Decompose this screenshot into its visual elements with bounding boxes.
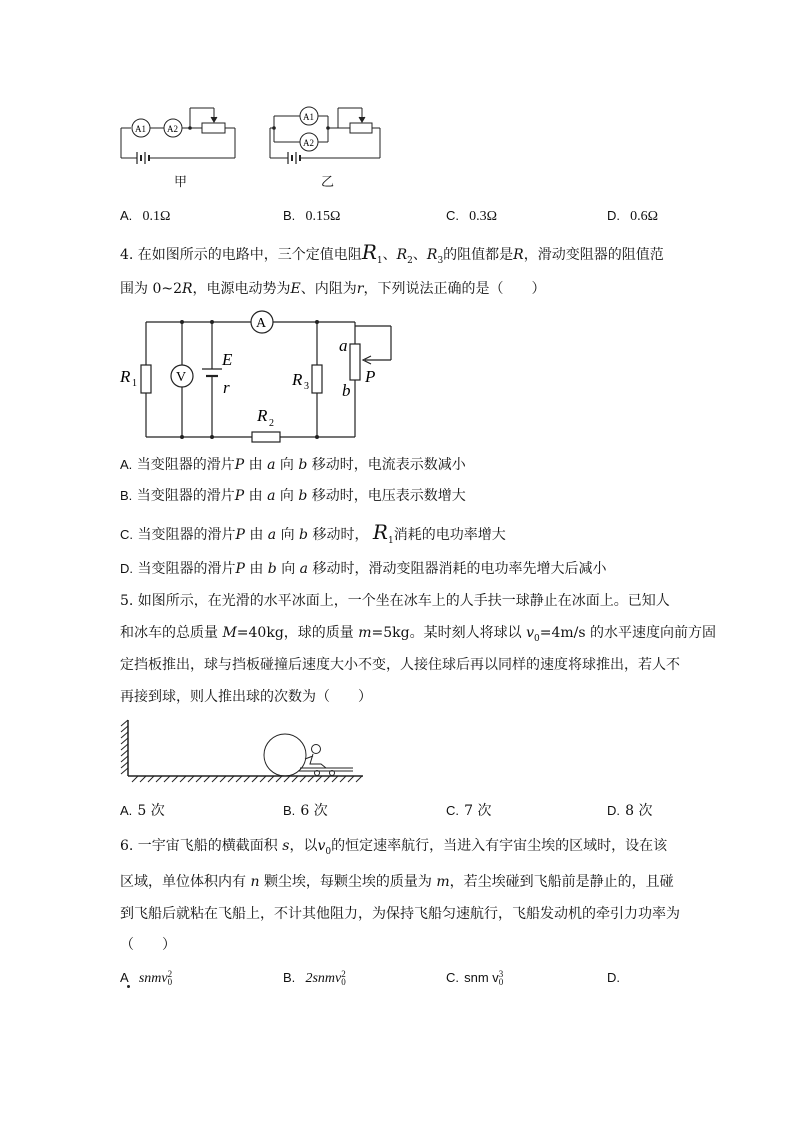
- r3-subscript: 3: [304, 381, 309, 392]
- q6-option-a[interactable]: A snmv 2 0: [120, 968, 173, 987]
- option-value: 0.1Ω: [142, 209, 171, 224]
- option-letter: A.: [120, 208, 133, 223]
- q4-option-c[interactable]: C. 当变阻器的滑片P 由 a 向 b 移动时， $R_1$消耗的电功率增大: [120, 520, 506, 546]
- person: [312, 745, 321, 754]
- q4-option-a[interactable]: A. 当变阻器的滑片P 由 a 向 b 移动时，电流表示数减小: [120, 457, 466, 473]
- q5-option-d[interactable]: D. 8 次: [607, 803, 653, 819]
- rheostat-jia: [202, 123, 225, 133]
- q6-stem-line2: 区域，单位体积内有 n 颗尘埃，每颗尘埃的质量为 m，若尘埃碰到飞船前是静止的，且碰: [120, 874, 674, 890]
- q6-option-b[interactable]: B. 2snmv 2 0: [283, 968, 346, 987]
- q3-option-d[interactable]: [607, 205, 658, 225]
- figure-yi-label: 乙: [321, 175, 335, 190]
- q5-stem-line4: 再接到球，则人推出球的次数为（ ）: [120, 689, 372, 705]
- emf-label: E: [222, 350, 233, 369]
- q3-option-c[interactable]: [446, 205, 497, 225]
- q5-option-b[interactable]: B. 6 次: [283, 803, 328, 819]
- q4-circuit-svg: [115, 306, 415, 446]
- figure-jia-label: 甲: [174, 175, 188, 190]
- q5-option-c[interactable]: C. 7 次: [446, 803, 492, 819]
- ball: [264, 734, 306, 776]
- q3-option-a[interactable]: [120, 205, 170, 225]
- resistor-r3: [312, 365, 322, 393]
- option-letter: D.: [607, 208, 620, 223]
- option-value: 0.15Ω: [305, 209, 341, 224]
- q6-option-d[interactable]: D.: [607, 970, 620, 985]
- resistor-r2: [252, 432, 280, 442]
- terminal-b-label: b: [342, 381, 351, 400]
- r2-label: R: [257, 406, 268, 425]
- q5-stem-line1: 5. 如图所示，在光滑的水平冰面上，一个坐在冰车上的人手扶一球静止在冰面上。已知人: [120, 593, 670, 609]
- ammeter-label: A: [256, 316, 267, 331]
- r1-label: R: [120, 367, 131, 386]
- a2-label-yi: A2: [303, 138, 314, 148]
- r2-subscript: 2: [269, 418, 274, 429]
- a2-label-jia: A2: [167, 124, 178, 134]
- q4-stem-line1: 4. 在如图所示的电路中，三个定值电阻$R_1$、$R_2$、$R_3$的阻值都是R，滑动变阻器的阻值范: [120, 240, 664, 266]
- option-letter: B.: [283, 208, 296, 223]
- q5-figure-svg: [118, 716, 368, 788]
- voltmeter-label: V: [176, 370, 187, 385]
- rheostat-yi: [350, 123, 372, 133]
- terminal-a-label: a: [339, 336, 348, 355]
- a1-label-yi: A1: [303, 112, 314, 122]
- resistor-r1: [141, 365, 151, 393]
- q5-option-a[interactable]: A. 5 次: [120, 803, 165, 819]
- option-value: 0.3Ω: [469, 209, 498, 224]
- a1-label-jia: A1: [135, 124, 146, 134]
- q5-stem-line3: 定挡板推出，球与挡板碰撞后速度大小不变，人接住球后再以同样的速度将球推出，若人不: [120, 657, 680, 673]
- q4-option-b[interactable]: B. 当变阻器的滑片P 由 a 向 b 移动时，电压表示数增大: [120, 488, 466, 504]
- q5-figure: [118, 716, 368, 788]
- slider-p-label: P: [365, 367, 376, 386]
- internal-resistance-label: r: [223, 378, 230, 397]
- q3-option-b[interactable]: [283, 205, 340, 225]
- rheostat-symbol: [350, 344, 360, 380]
- q6-stem-line4: （ ）: [120, 937, 176, 953]
- r1-subscript: 1: [132, 378, 137, 389]
- q4-option-d[interactable]: D. 当变阻器的滑片P 由 b 向 a 移动时，滑动变阻器消耗的电功率先增大后减小: [120, 561, 607, 577]
- option-letter: C.: [446, 208, 459, 223]
- q4-stem-line2: 围为 0~2R，电源电动势为E、内阻为r，下列说法正确的是（ ）: [120, 281, 546, 297]
- q6-option-a-dot: [127, 985, 130, 988]
- q6-stem-line3: 到飞船后就粘在飞船上，不计其他阻力，为保持飞船匀速航行，飞船发动机的牵引力功率为: [120, 906, 680, 922]
- option-value: 0.6Ω: [630, 209, 659, 224]
- q4-circuit: [115, 306, 415, 446]
- q6-stem-line1: 6. 一宇宙飞船的横截面积 s，以$v_0$的恒定速率航行，当进入有宇宙尘埃的区域时，设在该: [120, 838, 668, 857]
- q5-stem-line2: 和冰车的总质量 M=40kg，球的质量 m=5kg。某时刻人将球以 $v_0=4m/s$ 的水平速度向前方固: [120, 625, 716, 644]
- r3-label: R: [292, 370, 303, 389]
- q6-option-c[interactable]: C. snm v 3 0: [446, 968, 504, 987]
